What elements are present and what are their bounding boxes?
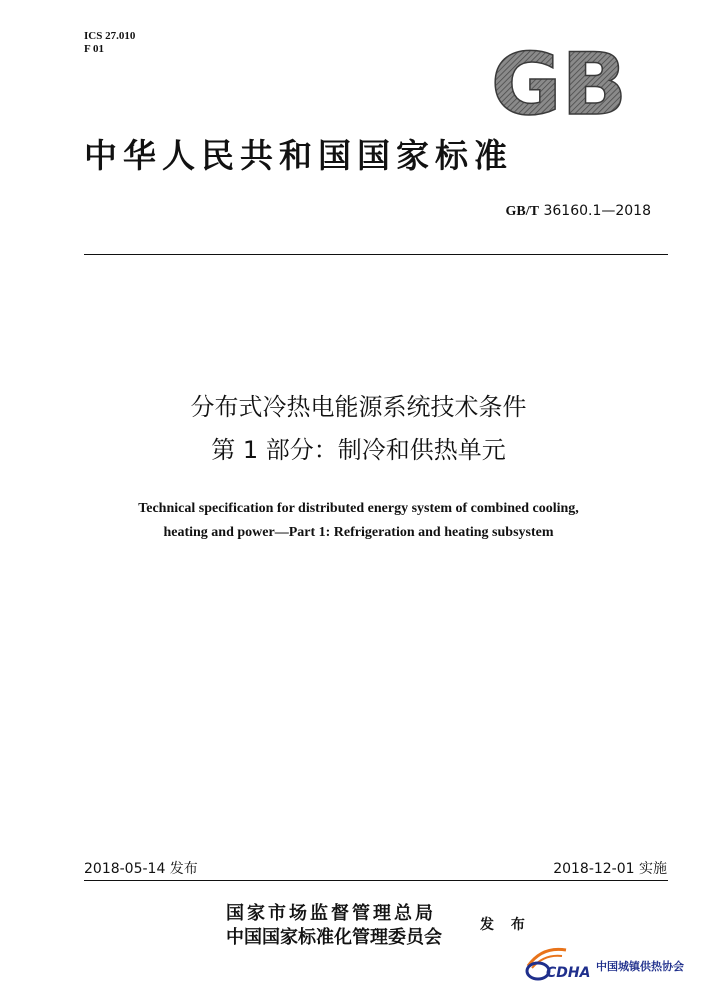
issuer-sac: 中国国家标准化管理委员会 — [226, 927, 442, 948]
classification-codes — [84, 30, 135, 56]
standard-number — [506, 203, 651, 220]
standard-prefix: GB/T — [505, 204, 540, 219]
ccs-code: F 01 — [84, 43, 105, 55]
title-cn-line2: 第 1 部分：制冷和供热单元 — [211, 436, 506, 464]
cdha-logo — [522, 944, 594, 984]
implementation-date: 2018-12-01 实施 — [553, 861, 667, 877]
svg-text:CDHA: CDHA — [546, 965, 591, 981]
top-divider — [84, 254, 668, 255]
gb-logo — [484, 40, 634, 124]
svg-text:GB: GB — [490, 40, 628, 124]
ics-code: ICS 27.010 — [84, 30, 136, 42]
title-cn-line1: 分布式冷热电能源系统技术条件 — [190, 393, 527, 421]
issuer-samr: 国家市场监督管理总局 — [226, 903, 436, 924]
publish-label: 发 布 — [480, 917, 531, 933]
standard-code: 36160.1—2018 — [543, 203, 651, 219]
title-en-line2: heating and power—Part 1: Refrigeration and heating subsystem — [163, 525, 554, 540]
bottom-divider — [84, 880, 668, 881]
cdha-name: 中国城镇供热协会 — [596, 960, 684, 973]
standard-organization: 中华人民共和国国家标准 — [84, 136, 513, 175]
title-en-line1: Technical specification for distributed energy system of combined cooling, — [138, 501, 579, 516]
issue-date: 2018-05-14 发布 — [84, 861, 198, 877]
